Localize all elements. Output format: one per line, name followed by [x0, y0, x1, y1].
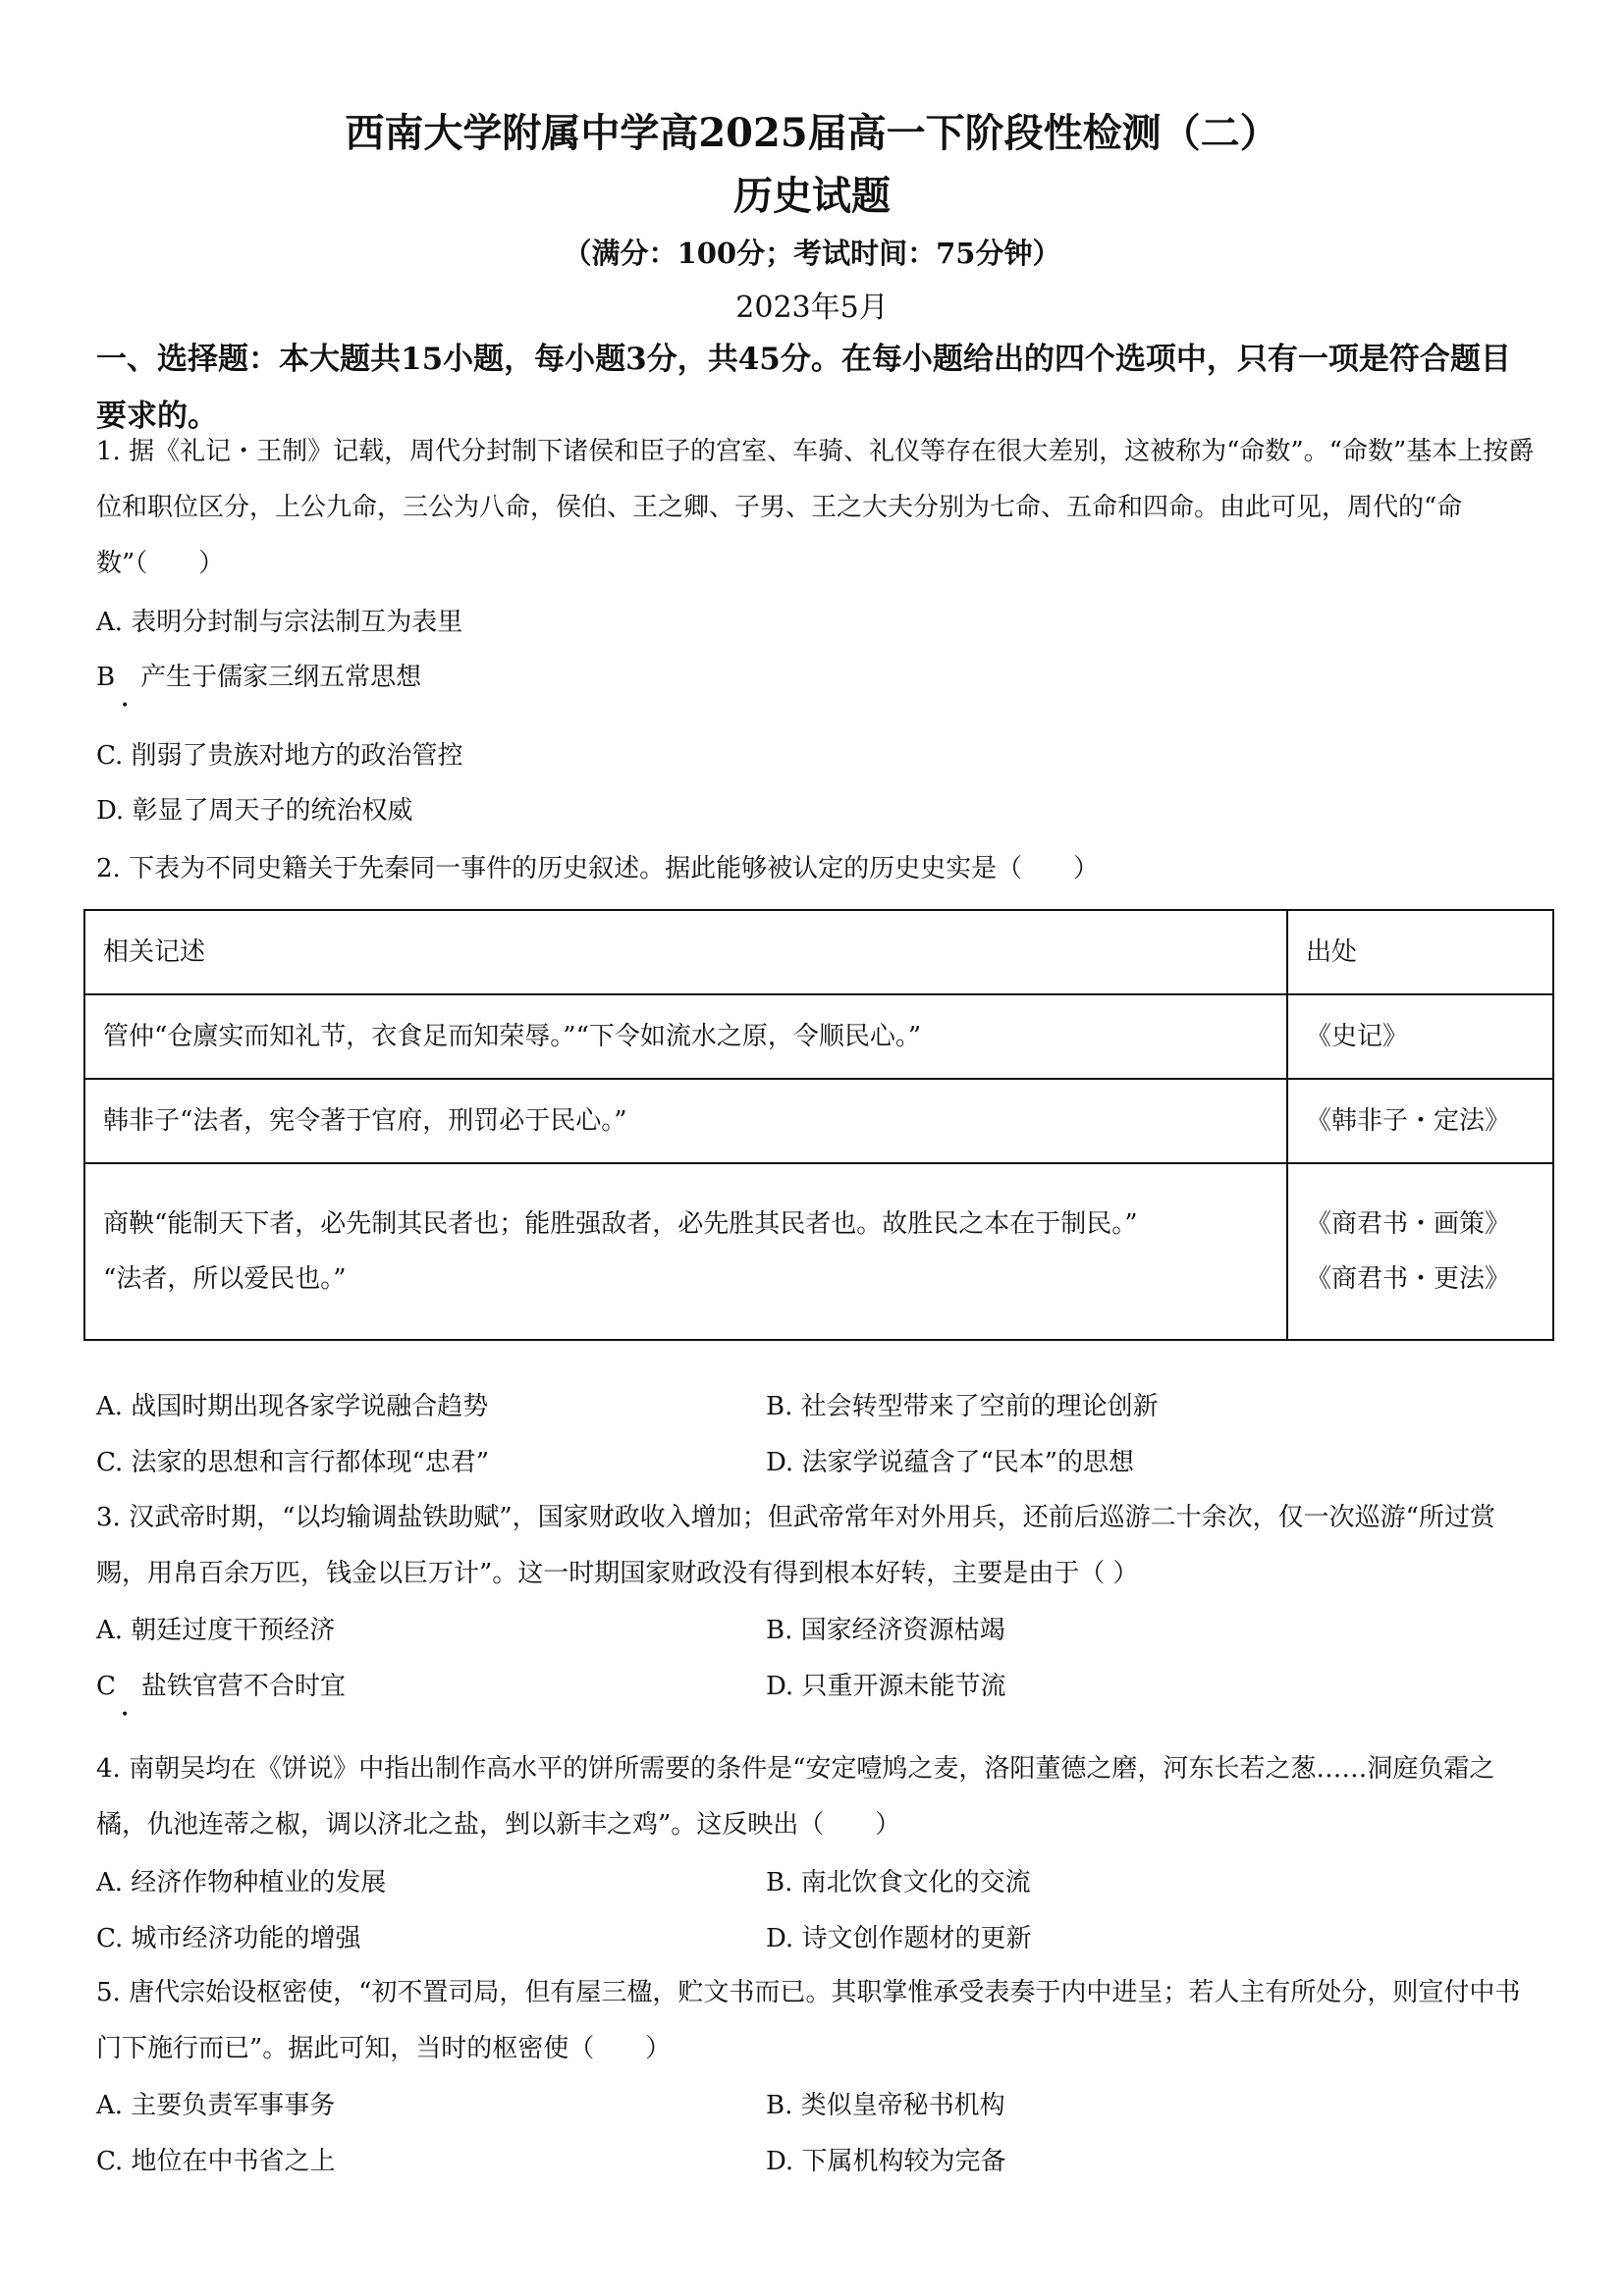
q2-option-d: D. 法家学说蕴含了“民本”的思想: [766, 1448, 1135, 1477]
table-row: [84, 994, 1553, 1079]
record-text: 韩非子“法者，宪令著于官府，刑罚必于民心。”: [103, 1106, 627, 1136]
q3-option-a: A. 朝廷过度干预经济: [96, 1616, 336, 1645]
q1-option-b: B 产生于儒家三纲五常思想: [96, 663, 422, 692]
question-1-stem: 1. 据《礼记・王制》记载，周代分封制下诸侯和臣子的宫室、车骑、礼仪等存在很大差别，这被称为“命数”。“命数”基本上按爵位和职位区分，上公九命，三公为八命，侯伯、王之卿、子男、王之大夫分别为七命、五命和四命。由此可见，周代的“命数”（ ）: [96, 437, 1535, 578]
q4-option-b: B. 南北饮食文化的交流: [766, 1868, 1031, 1897]
q1-option-a: A. 表明分封制与宗法制互为表里: [96, 608, 463, 637]
table-cell: [84, 994, 1287, 1079]
table-cell: [84, 1163, 1287, 1340]
question-5-stem: 5. 唐代宗始设枢密使，“初不置司局，但有屋三楹，贮文书而已。其职掌惟承受表奏于内中进呈；若人主有所处分，则宣付中书门下施行而已”。据此可知，当时的枢密使（ ）: [96, 1978, 1521, 2063]
scoring-info: （满分：100分；考试时间：75分钟）: [563, 237, 1061, 270]
table-cell: [1287, 1163, 1553, 1340]
question-2-stem: 2. 下表为不同史籍关于先秦同一事件的历史叙述。据此能够被认定的历史史实是（ ）: [96, 854, 1100, 883]
q1-option-c: C. 削弱了贵族对地方的政治管控: [96, 741, 463, 771]
q2-option-a: A. 战国时期出现各家学说融合趋势: [96, 1392, 489, 1421]
record-text: “法者，所以爱民也。”: [103, 1264, 347, 1294]
question-4-stem: 4. 南朝吴均在《饼说》中指出制作高水平的饼所需要的条件是“安定噎鸠之麦，洛阳董德之磨，河东长若之葱……洞庭负霜之橘，仇池连蒂之椒，调以济北之盐，剉以新丰之鸡”。这反映出（ ）: [96, 1754, 1495, 1840]
record-source: 《韩非子・定法》: [1306, 1106, 1511, 1136]
q3-option-b: B. 国家经济资源枯竭: [766, 1616, 1005, 1645]
q3-option-d: D. 只重开源未能节流: [766, 1672, 1006, 1701]
q5-option-a: A. 主要负责军事事务: [96, 2091, 336, 2120]
sources-table: [83, 909, 1554, 1341]
record-text: 管仲“仓廪实而知礼节，衣食足而知荣辱。”“下令如流水之原，令顺民心。”: [103, 1022, 922, 1051]
q5-option-c: C. 地位在中书省之上: [96, 2147, 336, 2176]
q4-option-c: C. 城市经济功能的增强: [96, 1924, 361, 1953]
table-cell: [1287, 1079, 1553, 1163]
exam-date: 2023年5月: [735, 291, 889, 325]
table-row: [84, 1079, 1553, 1163]
table-header-cell: 出处: [1287, 910, 1553, 994]
q1-option-d: D. 彰显了周天子的统治权威: [96, 796, 413, 826]
section-heading: 一、选择题：本大题共15小题，每小题3分，共45分。在每小题给出的四个选项中，只有一项是符合题目要求的。: [96, 342, 1511, 434]
record-text: 商鞅“能制天下者，必先制其民者也；能胜强敌者，必先胜其民者也。故胜民之本在于制民。”: [103, 1209, 1138, 1239]
q5-option-b: B. 类似皇帝秘书机构: [766, 2091, 1005, 2120]
stray-dot: •: [121, 698, 130, 714]
table-row: [84, 1163, 1553, 1340]
q2-option-b: B. 社会转型带来了空前的理论创新: [766, 1392, 1159, 1421]
record-source: 《史记》: [1306, 1022, 1409, 1051]
subject-title: 历史试题: [733, 173, 891, 219]
table-cell: [84, 1079, 1287, 1163]
q3-option-c: C 盐铁官营不合时宜: [96, 1672, 346, 1701]
exam-title: 西南大学附属中学高2025届高一下阶段性检测（二）: [345, 110, 1279, 156]
q2-option-c: C. 法家的思想和言行都体现“忠君”: [96, 1448, 490, 1477]
table-header-cell: 相关记述: [84, 910, 1287, 994]
q5-option-d: D. 下属机构较为完备: [766, 2147, 1006, 2176]
question-3-stem: 3. 汉武帝时期，“以均输调盐铁助赋”，国家财政收入增加；但武帝常年对外用兵，还前后巡游二十余次，仅一次巡游“所过赏赐，用帛百余万匹，钱金以巨万计”。这一时期国家财政没有得到根本好转，主要是由于（ ）: [96, 1503, 1495, 1588]
table-cell: [1287, 994, 1553, 1079]
record-source: 《商君书・更法》: [1306, 1264, 1511, 1294]
table-header-row: [84, 910, 1553, 994]
q4-option-d: D. 诗文创作题材的更新: [766, 1924, 1032, 1953]
stray-dot: •: [121, 1707, 130, 1723]
q4-option-a: A. 经济作物种植业的发展: [96, 1868, 387, 1897]
record-source: 《商君书・画策》: [1306, 1209, 1511, 1239]
